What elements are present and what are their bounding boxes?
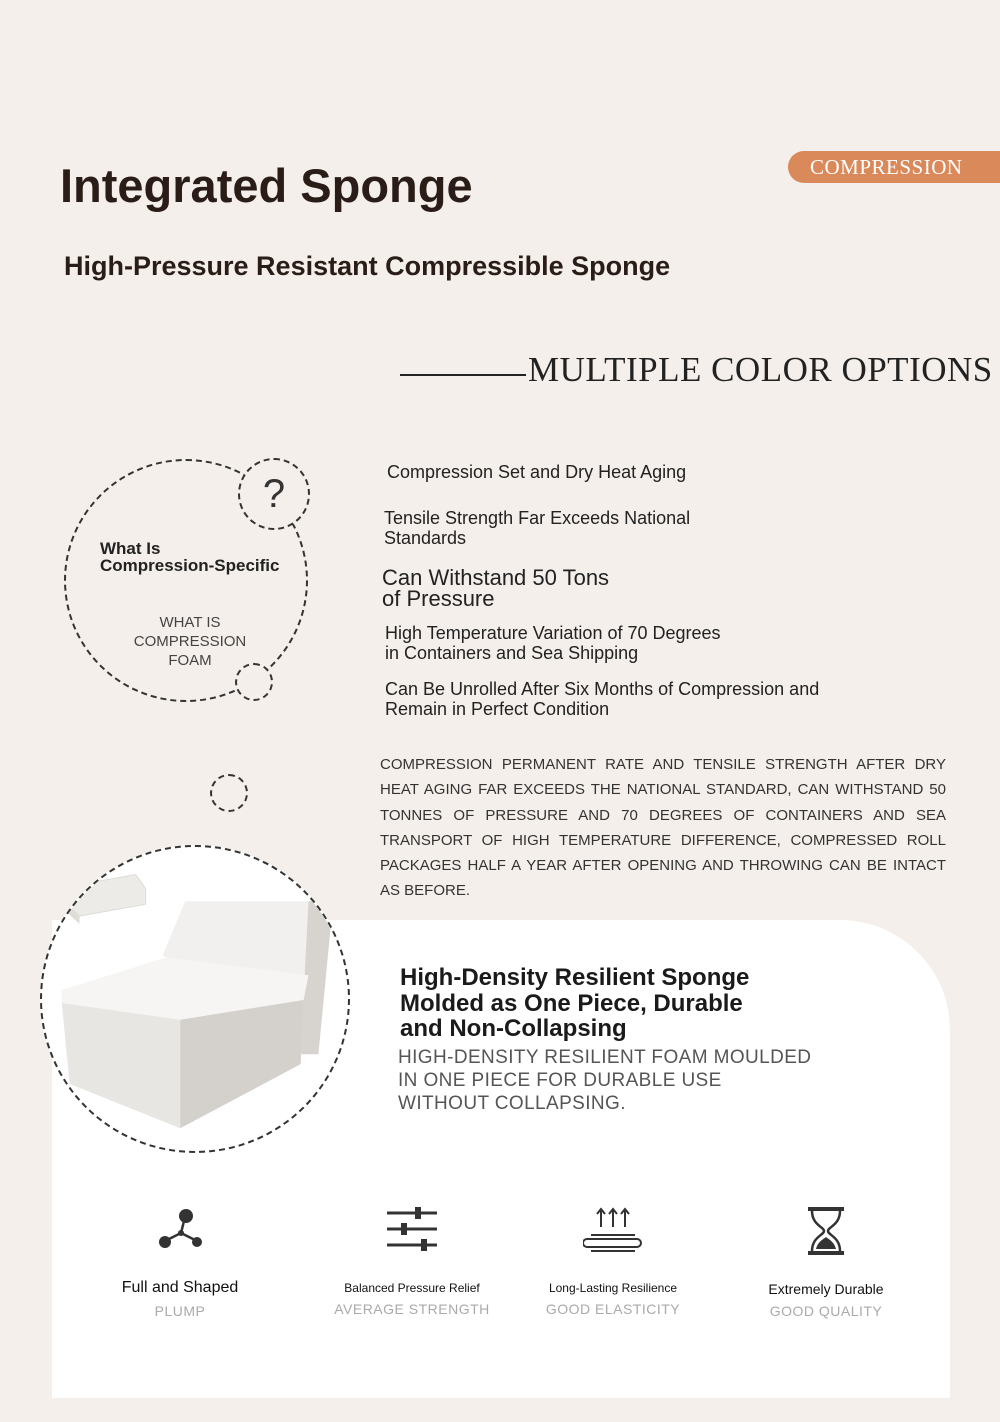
page-title: Integrated Sponge (60, 159, 473, 212)
high-density-title-line2: Molded as One Piece, Durable (400, 989, 743, 1017)
feature-item (384, 508, 690, 548)
high-density-title-line1: High-Density Resilient Sponge (400, 964, 750, 991)
high-density-sub-line3: WITHOUT COLLAPSING. (398, 1093, 626, 1114)
what-is-title (100, 540, 280, 574)
what-is-sub-line2: COMPRESSION (133, 633, 247, 650)
feature-item (385, 679, 819, 719)
icon-ghost-label: GOOD QUALITY (769, 1303, 883, 1319)
feature-item (382, 567, 609, 609)
icon-label: Long-Lasting Resilience (548, 1281, 678, 1295)
feature-line: High Temperature Variation of 70 Degrees (385, 623, 721, 643)
feature-line: Remain in Perfect Condition (385, 699, 610, 719)
color-options-heading: MULTIPLE COLOR OPTIONS (528, 350, 993, 389)
hourglass-icon (806, 1205, 846, 1257)
icon-label: Balanced Pressure Relief (344, 1281, 480, 1295)
feature-icon-block (528, 1205, 698, 1317)
heat-layers-icon (583, 1205, 643, 1257)
feature-line: of Pressure (382, 586, 495, 611)
product-image-circle (40, 845, 350, 1153)
icon-ghost-label: AVERAGE STRENGTH (334, 1301, 490, 1317)
icon-ghost-label: PLUMP (154, 1303, 206, 1319)
icon-label: Full and Shaped (121, 1279, 239, 1296)
what-is-sub-line3: FOAM (168, 652, 212, 669)
what-is-title-line1: What Is (100, 539, 161, 558)
icon-label: Extremely Durable (768, 1281, 884, 1297)
small-dashed-bubble-2 (210, 774, 248, 812)
feature-line: Can Be Unrolled After Six Months of Compression and (385, 679, 820, 699)
high-density-title-line3: and Non-Collapsing (400, 1015, 627, 1042)
high-density-subtitle (398, 1046, 811, 1115)
molecule-icon (155, 1205, 205, 1255)
what-is-subtitle (110, 613, 270, 670)
compression-badge: COMPRESSION (788, 151, 1000, 183)
feature-line: Can Withstand 50 Tons (382, 565, 610, 590)
high-density-title (400, 965, 749, 1042)
sofa-foam-illustration (42, 847, 348, 1151)
color-options-rule (400, 374, 526, 376)
icon-ghost-label: GOOD ELASTICITY (545, 1301, 681, 1317)
feature-line: Compression Set and Dry Heat Aging (387, 462, 687, 482)
feature-line: Tensile Strength Far Exceeds National (384, 508, 691, 528)
feature-icon-block (746, 1205, 906, 1319)
high-density-sub-line1: HIGH-DENSITY RESILIENT FOAM MOULDED (398, 1047, 812, 1068)
what-is-title-line2: Compression-Specific (100, 556, 280, 575)
feature-line: Standards (384, 528, 467, 548)
sliders-icon (385, 1205, 439, 1255)
page-subtitle: High-Pressure Resistant Compressible Sponge (64, 251, 671, 281)
question-mark-bubble (238, 458, 310, 530)
question-mark-icon: ? (262, 471, 286, 516)
feature-item (385, 623, 721, 663)
description-paragraph: COMPRESSION PERMANENT RATE AND TENSILE STRENGTH AFTER DRY HEAT AGING FAR EXCEEDS THE NATIONAL STANDARD, CAN WITHSTAND 50 TONNES OF PRESSURE AND 70 DEGREES OF CONTAINERS AND SEA TRANSPORT OF HIGH TEMPERATURE DIFFERENCE, COMPRESSED ROLL PACKAGES HALF A YEAR AFTER OPENING AND THROWING CAN BE INTACT AS BEFORE. (380, 756, 946, 900)
high-density-sub-line2: IN ONE PIECE FOR DURABLE USE (398, 1070, 722, 1091)
what-is-sub-line1: WHAT IS (159, 614, 221, 631)
feature-icon-block (100, 1205, 260, 1319)
feature-item (387, 462, 686, 482)
feature-icon-block (322, 1205, 502, 1317)
feature-line: in Containers and Sea Shipping (385, 643, 639, 663)
